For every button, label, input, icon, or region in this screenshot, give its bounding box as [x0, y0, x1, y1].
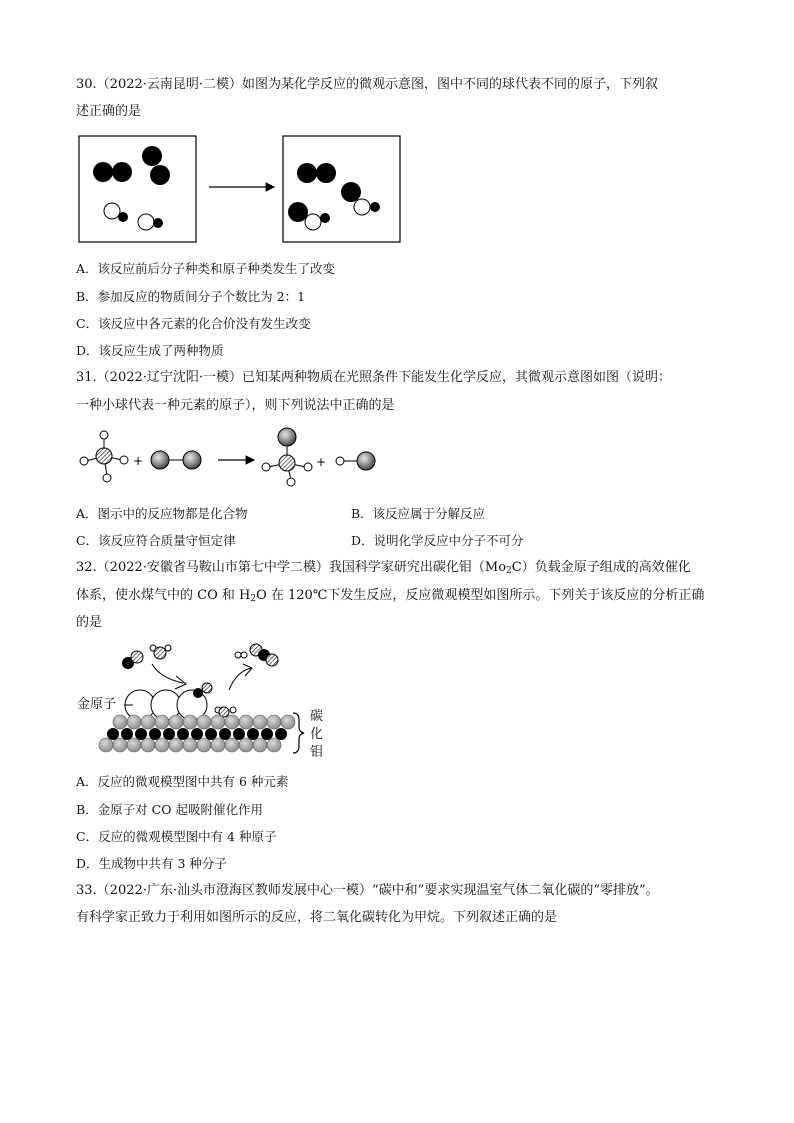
q32-stem-line3: 的是	[76, 615, 103, 630]
q31-stem-line1: 31.（2022·辽宁沈阳·一模）已知某两种物质在光照条件下能发生化学反应，其微观示意图如图（说明：	[76, 370, 672, 385]
q31-option-b: B．该反应属于分解反应	[351, 506, 486, 521]
q30-option-a: A．该反应前后分子种类和原子种类发生了改变	[76, 261, 336, 276]
q32-option-c: C．反应的微观模型图中有 4 种原子	[76, 829, 277, 844]
q33-stem-line2: 有科学家正致力于利用如图所示的反应，将二氧化碳转化为甲烷。下列叙述正确的是	[76, 910, 558, 925]
q32-stem-line1: 32.（2022·安徽省马鞍山市第七中学二模）我国科学家研究出碳化钼$(Mo_2C)$负载金原子组成的高效催化	[76, 560, 691, 576]
carbide-label-3: 钼	[310, 745, 324, 760]
carbide-gray-row-2	[99, 738, 281, 752]
plus-sign: +	[316, 455, 327, 469]
q31-option-a: A．图示中的反应物都是化合物	[76, 506, 248, 521]
q32-option-b: B．金原子对 CO 起吸附催化作用	[76, 802, 263, 817]
q32-option-d: D．生成物中共有 3 种分子	[76, 856, 227, 871]
h2o-o	[154, 647, 166, 659]
carbide-label-1: 碳	[310, 709, 324, 724]
plus-sign: +	[133, 454, 144, 468]
adsorbed-c	[193, 688, 203, 698]
q33-stem-line1: 33.（2022·广东·汕头市澄海区教师发展中心一模）“碳中和”要求实现温室气体二氧化碳的“零排放”。	[76, 883, 659, 898]
curved-arrow-out	[229, 668, 251, 690]
q31-stem-line2: 一种小球代表一种元素的原子），则下列说法中正确的是	[76, 398, 395, 413]
q30-option-b: B．参加反应的物质间分子个数比为 2：1	[76, 289, 306, 304]
q30-stem-line2: 述正确的是	[76, 104, 142, 119]
h2o-h	[165, 645, 171, 651]
q30-stem-line1: 30.（2022·云南昆明·二模）如图为某化学反应的微观示意图，图中不同的球代表不同的原子，下列叙	[76, 77, 659, 92]
q31-option-d: D．说明化学反应中分子不可分	[351, 533, 524, 548]
gold-atom-label: 金原子	[77, 697, 117, 712]
carbide-label-2: 化	[310, 727, 324, 742]
adsorbed-h	[230, 707, 236, 713]
q30-option-d: D．该反应生成了两种物质	[76, 343, 224, 358]
h2-molecule	[241, 652, 247, 658]
curved-arrow-in	[152, 664, 183, 683]
q31-option-c: C．该反应符合质量守恒定律	[76, 533, 236, 548]
co-molecule-o	[131, 651, 143, 663]
adsorbed-o	[202, 683, 212, 693]
q30-option-c: C．该反应中各元素的化合价没有发生改变	[76, 316, 311, 331]
q32-option-a: A．反应的微观模型图中共有 6 种元素	[76, 774, 289, 789]
h2-molecule	[235, 652, 241, 658]
q32-stem-line2: 体系，使水煤气中的 CO 和 $H_2O$ 在 120℃下发生反应，反应微观模型如图所示。下列关于该反应的分析正确	[76, 588, 705, 604]
co2-o	[266, 654, 278, 666]
